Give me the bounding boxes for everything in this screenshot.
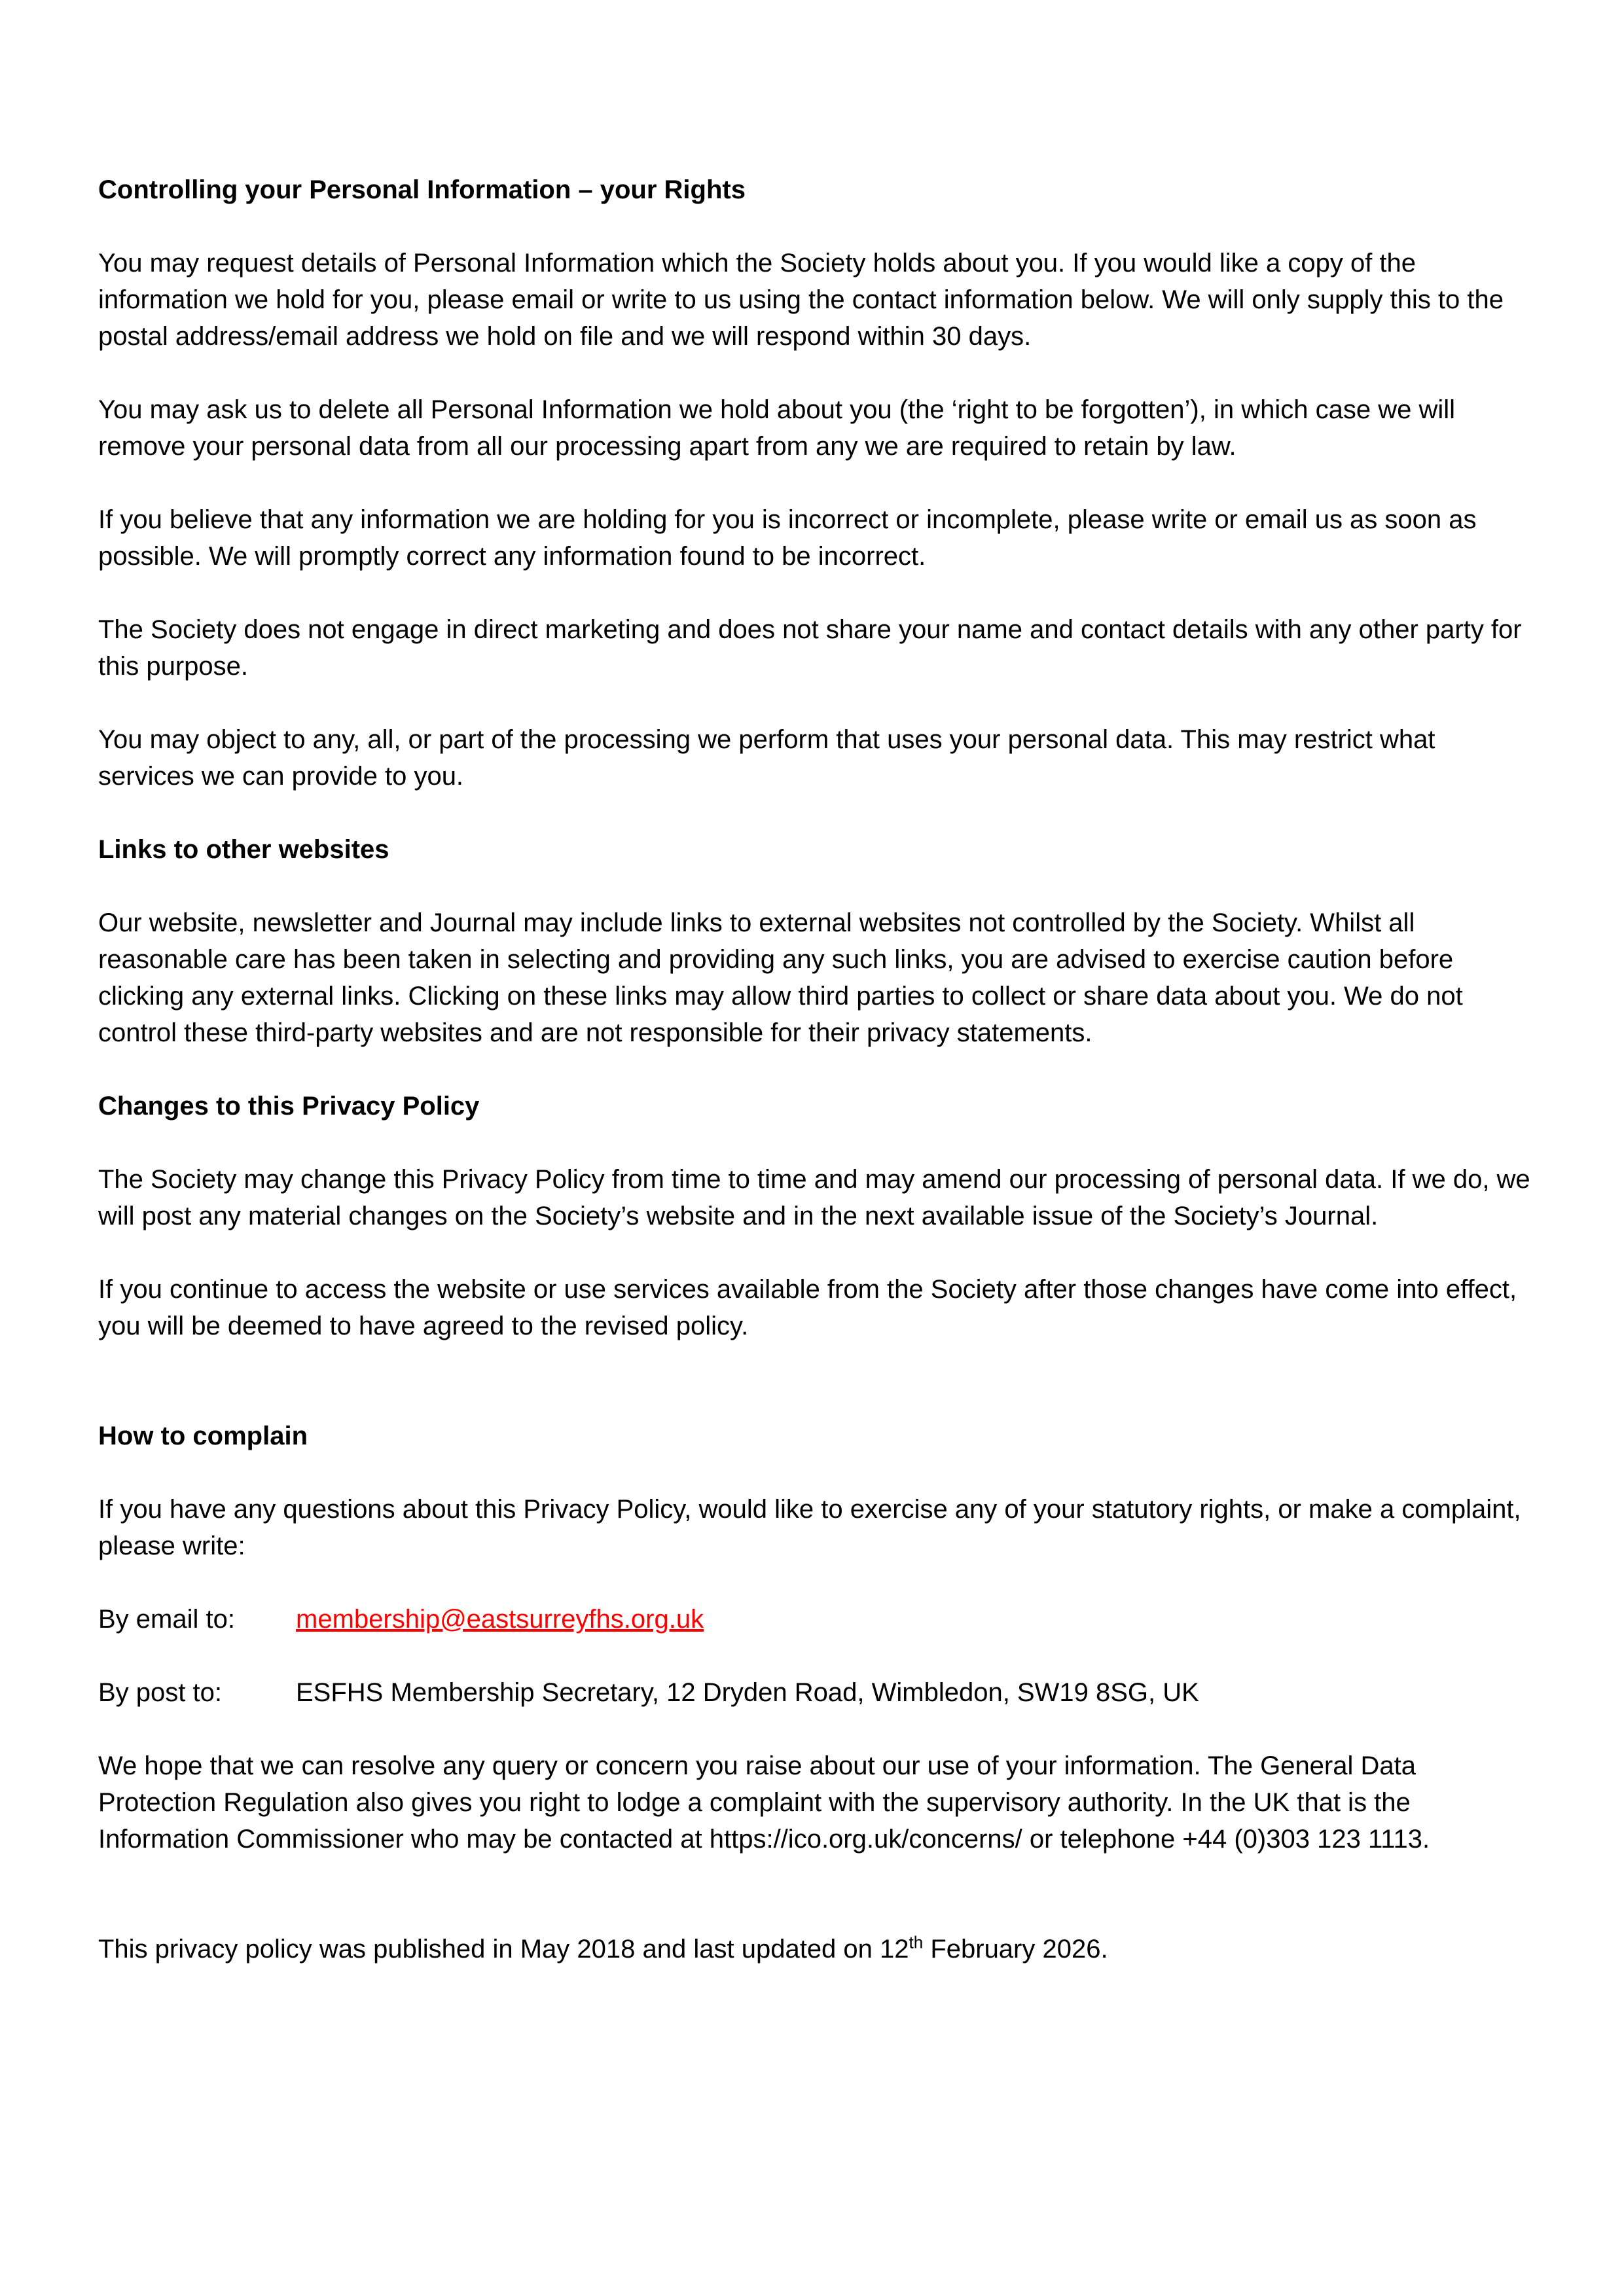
rights-paragraph-no-marketing: The Society does not engage in direct marketing and does not share your name and contact details with any other party for this purpose. bbox=[98, 615, 1522, 681]
membership-email-link[interactable]: membership@eastsurreyfhs.org.uk bbox=[296, 1605, 704, 1634]
post-label: By post to: bbox=[98, 1678, 222, 1707]
rights-heading: Controlling your Personal Information – your Rights bbox=[98, 175, 746, 204]
postal-address: ESFHS Membership Secretary, 12 Dryden Road, Wimbledon, SW19 8SG, UK bbox=[296, 1678, 1199, 1707]
rights-paragraph-correction: If you believe that any information we are holding for you is incorrect or incomplete, please write or email us as soon as possible. We will promptly correct any information found to be incorrect. bbox=[98, 505, 1477, 571]
links-paragraph: Our website, newsletter and Journal may include links to external websites not controlled by the Society. Whilst all reasonable care has been taken in selecting and providing any such links, you are advised to exercise caution before clicking any external links. Clicking on these links may allow third parties to collect or share data about you. We do not control these third-party websites and are not responsible for their privacy statements. bbox=[98, 908, 1463, 1047]
links-heading: Links to other websites bbox=[98, 835, 389, 864]
footer-text-after: February 2026. bbox=[923, 1935, 1108, 1964]
publication-footer bbox=[98, 1931, 1538, 1967]
footer-date-superscript: th bbox=[909, 1932, 924, 1952]
rights-paragraph-request-details: You may request details of Personal Information which the Society holds about you. If you would like a copy of the information we hold for you, please email or write to us using the contact information below. We will only supply this to the postal address/email address we hold on file and we will respond within 30 days. bbox=[98, 249, 1504, 351]
complain-heading: How to complain bbox=[98, 1422, 308, 1450]
email-contact-row bbox=[98, 1601, 1538, 1638]
footer-text-before: This privacy policy was published in May 2018 and last updated on 12 bbox=[98, 1935, 909, 1964]
complain-intro: If you have any questions about this Privacy Policy, would like to exercise any of your statutory rights, or make a complaint, please write: bbox=[98, 1495, 1521, 1560]
privacy-policy-page bbox=[98, 171, 1538, 2004]
changes-paragraph-continued-use: If you continue to access the website or use services available from the Society after those changes have come into effect, you will be deemed to have agreed to the revised policy. bbox=[98, 1275, 1517, 1340]
changes-heading: Changes to this Privacy Policy bbox=[98, 1092, 480, 1121]
rights-paragraph-object-processing: You may object to any, all, or part of the processing we perform that uses your personal data. This may restrict what services we can provide to you. bbox=[98, 725, 1435, 791]
complain-resolution-paragraph: We hope that we can resolve any query or concern you raise about our use of your information. The General Data Protection Regulation also gives you right to lodge a complaint with the supervisory authority. In the UK that is the Information Commissioner who may be contacted at https://ico.org.uk/concerns/ or telephone +44 (0)303 123 1113. bbox=[98, 1751, 1430, 1854]
post-contact-row bbox=[98, 1674, 1538, 1711]
email-label: By email to: bbox=[98, 1605, 235, 1634]
rights-paragraph-right-to-be-forgotten: You may ask us to delete all Personal Information we hold about you (the ‘right to be forgotten’), in which case we will remove your personal data from all our processing apart from any we are required to retain by law. bbox=[98, 395, 1455, 461]
changes-paragraph-amend: The Society may change this Privacy Policy from time to time and may amend our processing of personal data. If we do, we will post any material changes on the Society’s website and in the next available issue of the Society’s Journal. bbox=[98, 1165, 1530, 1230]
